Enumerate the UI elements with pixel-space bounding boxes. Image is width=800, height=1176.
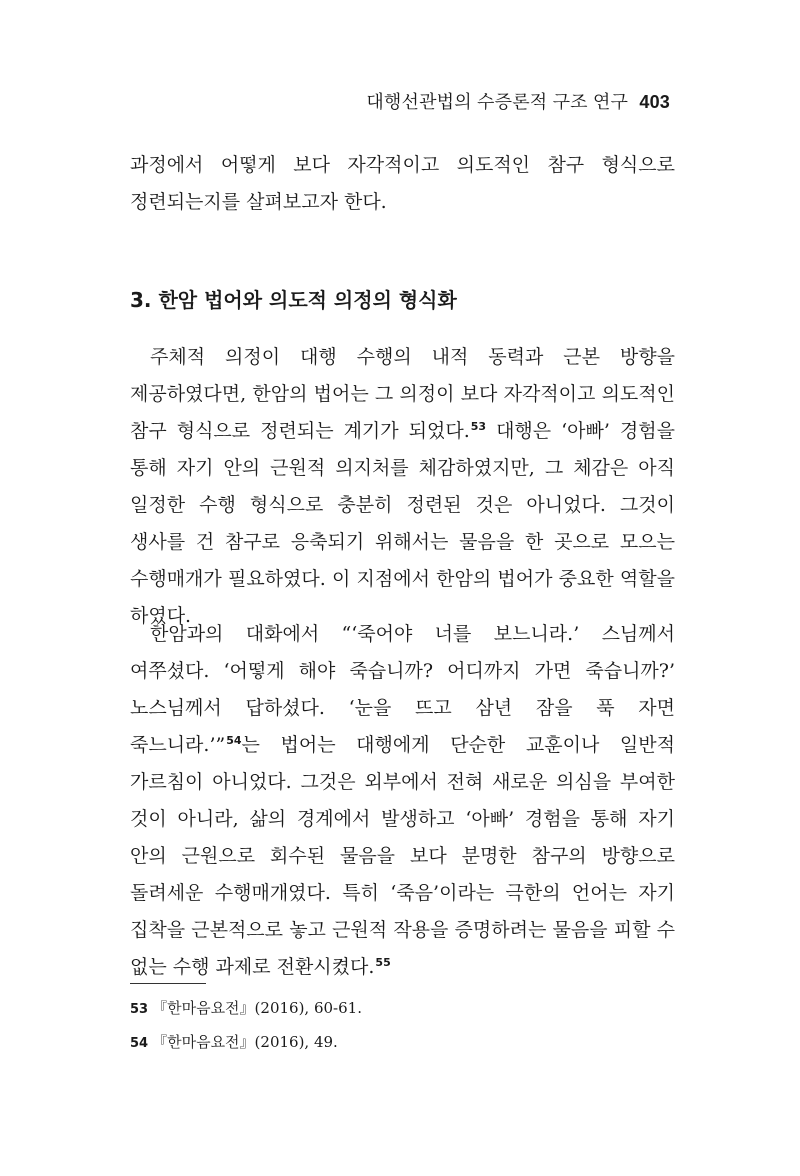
footnote-number: 54	[130, 1036, 149, 1051]
paragraph-1-text-b: 대행은 ‘아빠’ 경험을 통해 자기 안의 근원적 의지처를 체감하였지만, 그 체감은 아직 일정한 수행 형식으로 충분히 정련된 것은 아니었다. 그것이 생사를 건 참구로 응축되기 위해서는 물음을 한 곳으로 모으는 수행매개가 필요하였다. 이 지점에서 한암의 법어가 중요한 역할을 하였다.	[130, 420, 675, 627]
footnote-text: 『한마음요전』(2016), 49.	[152, 1033, 338, 1051]
footnote-ref-54[interactable]: 54	[226, 734, 242, 747]
paragraph-1-text-a: 주체적 의정이 대행 수행의 내적 동력과 근본 방향을 제공하였다면, 한암의 법어는 그 의정이 보다 자각적이고 의도적인 참구 형식으로 정련되는 계기가 되었다.	[130, 346, 675, 442]
paragraph-2-text-b: 는 법어는 대행에게 단순한 교훈이나 일반적 가르침이 아니었다. 그것은 외부에서 전혀 새로운 의심을 부여한 것이 아니라, 삶의 경계에서 발생하고 ‘아빠’ 경험을 통해 자기 안의 근원으로 회수된 물음을 보다 분명한 참구의 방향으로 돌려세운 수행매개였다. 특히 ‘죽음’이라는 극한의 언어는 자기 집착을 근본적으로 놓고 근원적 작용을 증명하려는 물음을 피할 수 없는 수행 과제로 전환시켰다.	[130, 734, 675, 978]
footnote-list	[130, 992, 675, 1060]
footnote-number: 53	[130, 1002, 149, 1017]
section-heading: 3. 한암 법어와 의도적 의정의 형식화	[130, 288, 457, 312]
running-header	[366, 88, 670, 114]
body-paragraph-2	[130, 616, 675, 986]
footnote	[130, 992, 675, 1026]
body-paragraph-1	[130, 339, 675, 635]
footnote-text: 『한마음요전』(2016), 60-61.	[152, 999, 362, 1017]
paragraph-2-text-a: 한암과의 대화에서 “‘죽어야 너를 보느니라.’ 스님께서 여쭈셨다. ‘어떻게 해야 죽습니까? 어디까지 가면 죽습니까?’ 노스님께서 답하셨다. ‘눈을 뜨고 삼년 잠을 푹 자면 죽느니라.’”	[130, 623, 675, 756]
intro-paragraph: 과정에서 어떻게 보다 자각적이고 의도적인 참구 형식으로 정련되는지를 살펴보고자 한다.	[130, 154, 675, 213]
footnote	[130, 1026, 675, 1060]
footnote-divider	[130, 983, 206, 984]
footnote-ref-55[interactable]: 55	[375, 956, 391, 969]
running-header-title: 대행선관법의 수증론적 구조 연구	[366, 92, 629, 112]
footnote-ref-53[interactable]: 53	[470, 420, 487, 433]
page-number: 403	[639, 92, 670, 112]
